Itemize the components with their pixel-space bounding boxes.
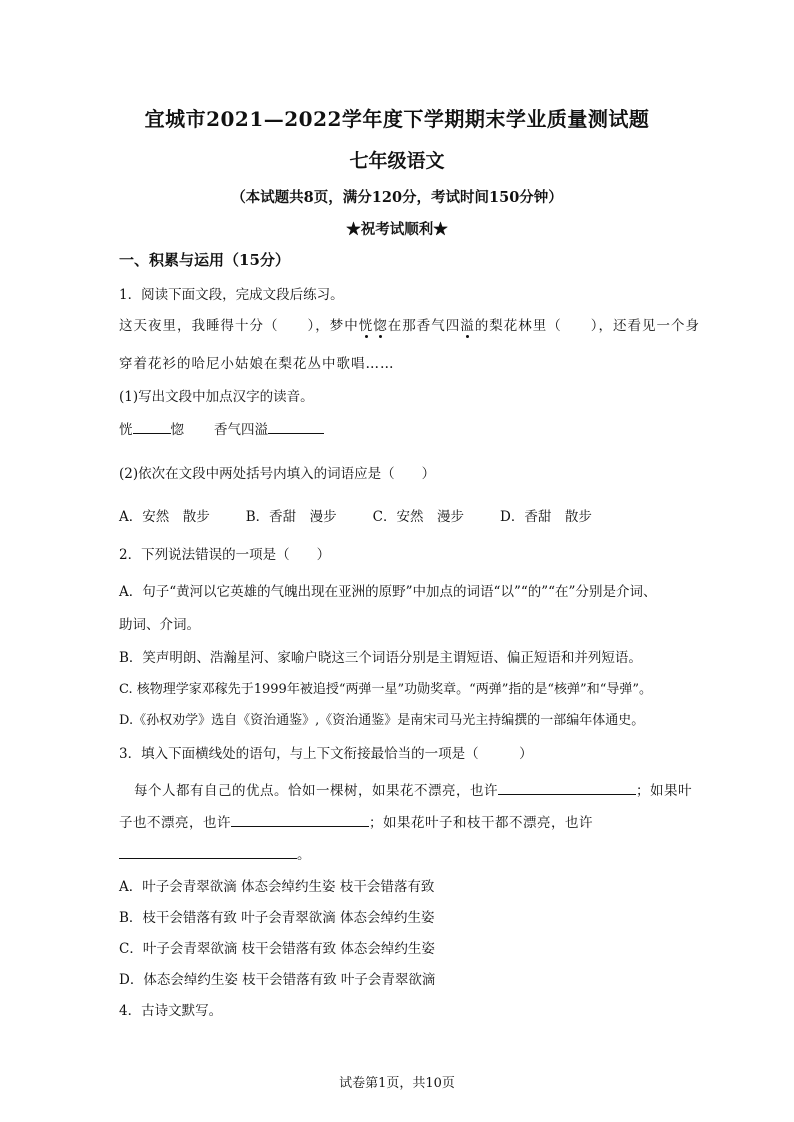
q1-passage-text: 的梨花林里（ ），还看见一个身 [474,318,700,334]
answer-blank[interactable] [268,421,324,434]
q1-passage-line2: 穿着花衫的哈尼小姑娘在梨花丛中歌唱…… [119,356,395,372]
answer-blank[interactable] [119,846,297,859]
q3-text: 子也不漂亮，也许 [119,815,231,831]
q2-option-a-cont: 助词、介词。 [119,617,200,633]
q1-option-d[interactable]: D．香甜 散步 [500,509,592,525]
q3-option-c[interactable]: C．叶子会青翠欲滴 枝干会错落有致 体态会绰约生姿 [119,941,435,957]
answer-blank[interactable] [498,782,636,795]
q2-option-a[interactable]: A．句子“黄河以它英雄的气魄出现在亚洲的原野”中加点的词语“以”“的”“在”分别是介词、 [119,584,657,600]
exam-subtitle: 七年级语文 [349,150,445,172]
q1-fill-char: 恍 [119,422,133,438]
q2-option-d[interactable]: D.《孙权劝学》选自《资治通鉴》,《资治通鉴》是南宋司马光主持编撰的一部编年体通史。 [119,713,645,728]
exam-note: （本试题共8页，满分120分，考试时间150分钟） [231,189,563,206]
q3-option-b[interactable]: B．枝干会错落有致 叶子会青翠欲滴 体态会绰约生姿 [119,910,435,926]
q3-text-line3 [119,843,311,863]
section-heading: 一、积累与运用（15分） [119,251,290,269]
q4-stem: 4．古诗文默写。 [119,1003,223,1019]
q1-passage-text: 在那香气四 [387,318,461,334]
answer-blank[interactable] [133,421,171,434]
q1-option-a[interactable]: A．安然 散步 [119,509,210,525]
q1-dotted-char: 惚 [373,314,388,334]
q1-dotted-char: 溢 [460,314,475,334]
q1-sub2: (2)依次在文段中两处括号内填入的词语应是（ ） [119,466,436,482]
q1-dotted-char: 恍 [359,314,374,334]
q1-fill-word: 香气四溢 [214,422,268,438]
q1-fill-row [119,418,324,438]
q3-text: 每个人都有自己的优点。恰如一棵树，如果花不漂亮，也许 [134,783,498,799]
q1-passage-line1 [119,314,700,334]
q1-sub1: (1)写出文段中加点汉字的读音。 [119,389,314,405]
exam-wish: ★祝考试顺利★ [346,221,448,238]
q1-passage-text: 这天夜里，我睡得十分（ ），梦中 [119,318,359,334]
q1-stem: 1．阅读下面文段，完成文段后练习。 [119,287,344,303]
q3-text: 。 [297,847,311,863]
q2-option-b[interactable]: B．笑声明朗、浩瀚星河、家喻户晓这三个词语分别是主谓短语、偏正短语和并列短语。 [119,650,642,666]
q3-text: ；如果叶 [636,783,692,799]
q3-text: ；如果花叶子和枝干都不漂亮，也许 [369,815,593,831]
q2-option-c[interactable]: C. 核物理学家邓稼先于1999年被追授“两弹一星”功勋奖章。“两弹”指的是“核弹”和“导弹”。 [119,682,653,697]
q1-fill-char: 惚 [170,422,184,438]
exam-title: 宜城市2021—2022学年度下学期期末学业质量测试题 [144,107,650,131]
q3-option-a[interactable]: A．叶子会青翠欲滴 体态会绰约生姿 枝干会错落有致 [119,879,435,895]
q3-text-line1 [134,779,692,799]
q2-stem: 2．下列说法错误的一项是（ ） [119,547,331,563]
page-footer: 试卷第1页，共10页 [339,1076,455,1091]
q3-option-d[interactable]: D．体态会绰约生姿 枝干会错落有致 叶子会青翠欲滴 [119,972,436,988]
q3-text-line2 [119,811,593,831]
q3-stem: 3．填入下面横线处的语句，与上下文衔接最恰当的一项是（ ） [119,746,533,762]
answer-blank[interactable] [231,814,369,827]
q1-option-c[interactable]: C．安然 漫步 [372,509,465,525]
q1-options [119,505,592,525]
q1-option-b[interactable]: B．香甜 漫步 [245,509,337,525]
